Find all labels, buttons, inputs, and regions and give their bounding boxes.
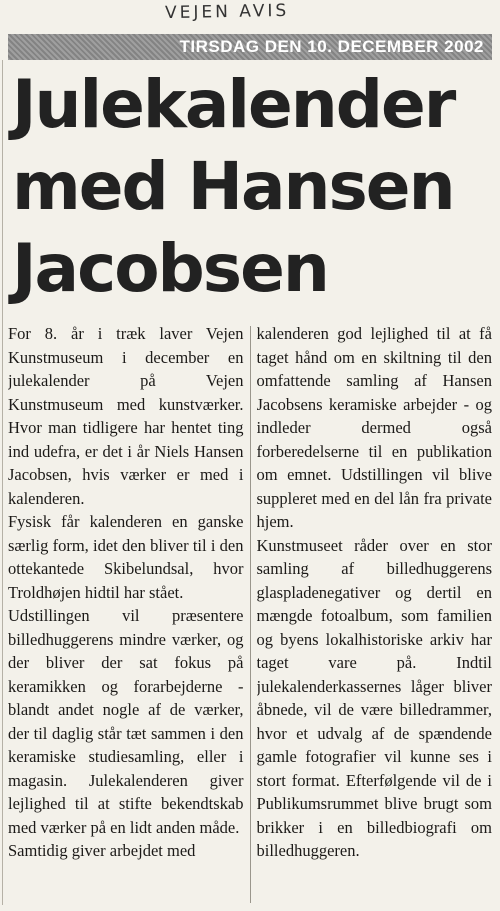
paragraph: Fysisk får kalenderen en ganske særlig form, idet den bliver til i den ottekantede Skibelundsal, hvor Troldhøjen hidtil har stået.: [8, 512, 244, 602]
article-headline: Julekalender med Hansen Jacobsen: [12, 66, 455, 307]
column-left: [8, 322, 244, 907]
paragraph: kalenderen god lejlighed til at få taget hånd om en skiltning til den omfattende samling af Hansen Jacobsens keramiske arbejder - og indleder dermed også forberedelserne til en publikation om emnet. Udstillingen vil blive suppleret med en del lån fra private hjem.: [256, 324, 492, 531]
dateline-text: TIRSDAG DEN 10. DECEMBER 2002: [179, 37, 484, 56]
article-body: [8, 322, 492, 907]
paragraph: Udstillingen vil præsentere billedhuggerens mindre værker, og der bliver der sat fokus på keramikken og forarbejderne - blandt andet nogle af de værker, der til daglig står tæt sammen i den keramiske studiesamling, eller i magasin. Julekalenderen giver lejlighed til at stifte bekendtskab med værker på en lidt anden måde.: [8, 606, 244, 837]
column-divider: [250, 326, 251, 903]
paragraph: Samtidig giver arbejdet med: [8, 841, 196, 860]
dateline-bar: [8, 34, 492, 60]
handwritten-note: VEJEN AVIS: [164, 0, 290, 24]
paragraph: For 8. år i træk laver Vejen Kunstmuseum i december en julekalender på Vejen Kunstmuseum med kunstværker. Hvor man tidligere har hentet ting ind udefra, er det i år Niels Hansen Jacobsen, hvis værker er med i kalenderen.: [8, 324, 244, 508]
paragraph: Kunstmuseet råder over en stor samling af billedhuggerens glaspladenegativer og dertil en mængde fotoalbum, som familien og byens lokalhistoriske arkiv har taget vare på. Indtil julekalenderkassernes låger bliver åbnede, vil de være billedrammer, hvor et udvalg af de spændende gamle fotografier vil kunne ses i stort format. Efterfølgende vil de i Publikumsrummet blive brugt som brikker i en billedbiografi om billedhuggeren.: [256, 535, 492, 860]
column-right: [257, 322, 493, 907]
margin-rule: [2, 60, 3, 905]
